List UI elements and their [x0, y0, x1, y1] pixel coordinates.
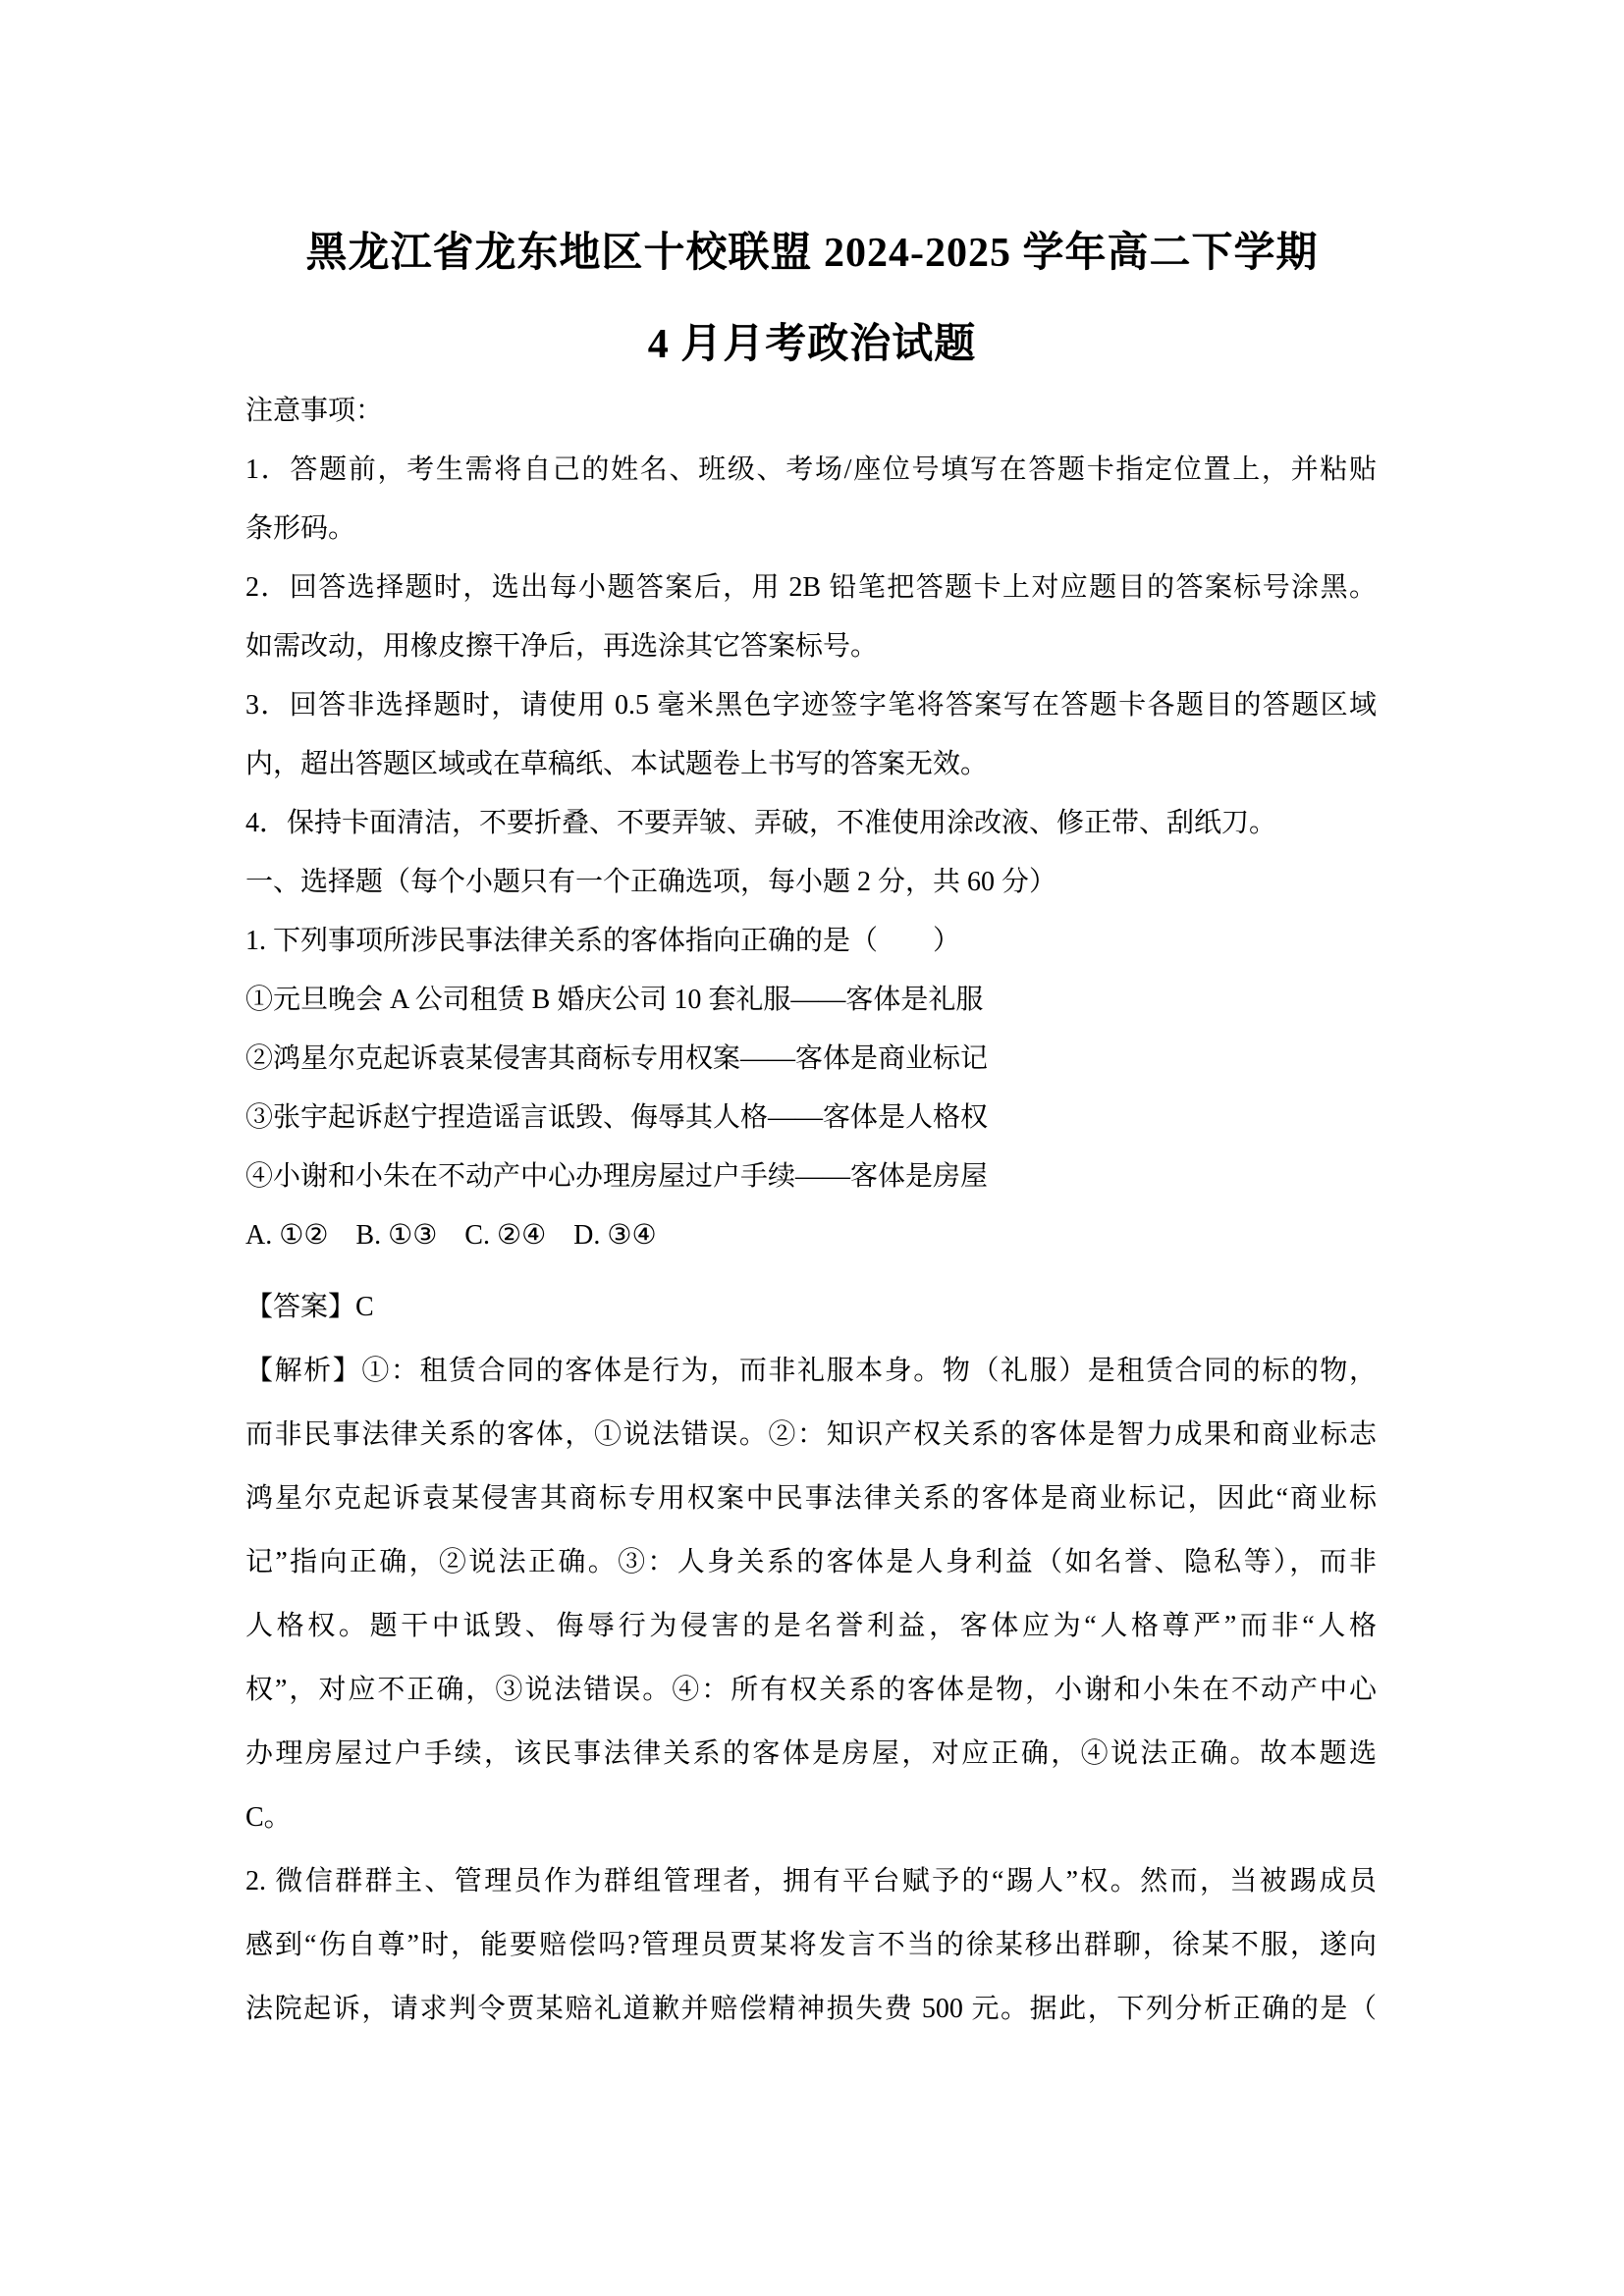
- notice-line-1: 1．答题前，考生需将自己的姓名、班级、考场/座位号填写在答题卡指定位置上，并粘贴: [245, 454, 1377, 485]
- question-1-analysis-line-2: 而非民事法律关系的客体，①说法错误。②：知识产权关系的客体是智力成果和商业标志: [245, 1419, 1377, 1450]
- question-1-item-2: ②鸿星尔克起诉袁某侵害其商标专用权案——客体是商业标记: [245, 1043, 989, 1074]
- question-1-analysis-line-5: 人格权。题干中诋毁、侮辱行为侵害的是名誉利益，客体应为“人格尊严”而非“人格: [245, 1611, 1377, 1641]
- question-1-stem: 1. 下列事项所涉民事法律关系的客体指向正确的是（ ）: [245, 926, 961, 956]
- question-1-item-4: ④小谢和小朱在不动产中心办理房屋过户手续——客体是房屋: [245, 1161, 989, 1192]
- question-1-item-1: ①元旦晚会 A 公司租赁 B 婚庆公司 10 套礼服——客体是礼服: [245, 985, 984, 1015]
- section-heading: 一、选择题（每个小题只有一个正确选项，每小题 2 分，共 60 分）: [245, 867, 1057, 897]
- notice-heading: 注意事项：: [245, 396, 384, 426]
- question-2-stem-line-3: 法院起诉，请求判令贾某赔礼道歉并赔偿精神损失费 500 元。据此，下列分析正确的是（: [245, 1994, 1377, 2024]
- question-1-analysis-line-3: 鸿星尔克起诉袁某侵害其商标专用权案中民事法律关系的客体是商业标记，因此“商业标: [245, 1483, 1377, 1514]
- question-1-item-3: ③张宇起诉赵宁捏造谣言诋毁、侮辱其人格——客体是人格权: [245, 1102, 989, 1133]
- exam-title-line-1: 黑龙江省龙东地区十校联盟 2024-2025 学年高二下学期: [305, 231, 1319, 276]
- notice-line-2: 条形码。: [245, 513, 356, 544]
- question-1-analysis-line-8: C。: [245, 1802, 292, 1833]
- question-2-stem-line-1: 2. 微信群群主、管理员作为群组管理者，拥有平台赋予的“踢人”权。然而，当被踢成员: [245, 1866, 1377, 1896]
- document-body: [245, 382, 1377, 2041]
- notice-line-5: 3．回答非选择题时，请使用 0.5 毫米黑色字迹签字笔将答案写在答题卡各题目的答题区域: [245, 690, 1377, 721]
- question-1-analysis-line-1: 【解析】①：租赁合同的客体是行为，而非礼服本身。物（礼服）是租赁合同的标的物，: [245, 1356, 1377, 1386]
- question-1-answer: 【答案】C: [245, 1292, 374, 1322]
- question-1-analysis-line-6: 权”，对应不正确，③说法错误。④：所有权关系的客体是物，小谢和小朱在不动产中心: [245, 1675, 1377, 1705]
- question-1-options: A. ①② B. ①③ C. ②④ D. ③④: [245, 1220, 657, 1251]
- question-1-analysis-line-4: 记”指向正确，②说法正确。③：人身关系的客体是人身利益（如名誉、隐私等），而非: [245, 1547, 1377, 1577]
- notice-line-4: 如需改动，用橡皮擦干净后，再选涂其它答案标号。: [245, 631, 879, 662]
- question-2-stem-line-2: 感到“伤自尊”时，能要赔偿吗?管理员贾某将发言不当的徐某移出群聊，徐某不服，遂向: [245, 1930, 1377, 1960]
- exam-title-line-2: 4 月月考政治试题: [647, 322, 977, 367]
- notice-line-6: 内，超出答题区域或在草稿纸、本试题卷上书写的答案无效。: [245, 749, 989, 779]
- notice-line-3: 2．回答选择题时，选出每小题答案后，用 2B 铅笔把答题卡上对应题目的答案标号涂黑。: [245, 572, 1377, 603]
- question-1-analysis-line-7: 办理房屋过户手续，该民事法律关系的客体是房屋，对应正确，④说法正确。故本题选: [245, 1738, 1377, 1769]
- notice-line-7: 4．保持卡面清洁，不要折叠、不要弄皱、弄破，不准使用涂改液、修正带、刮纸刀。: [245, 808, 1277, 838]
